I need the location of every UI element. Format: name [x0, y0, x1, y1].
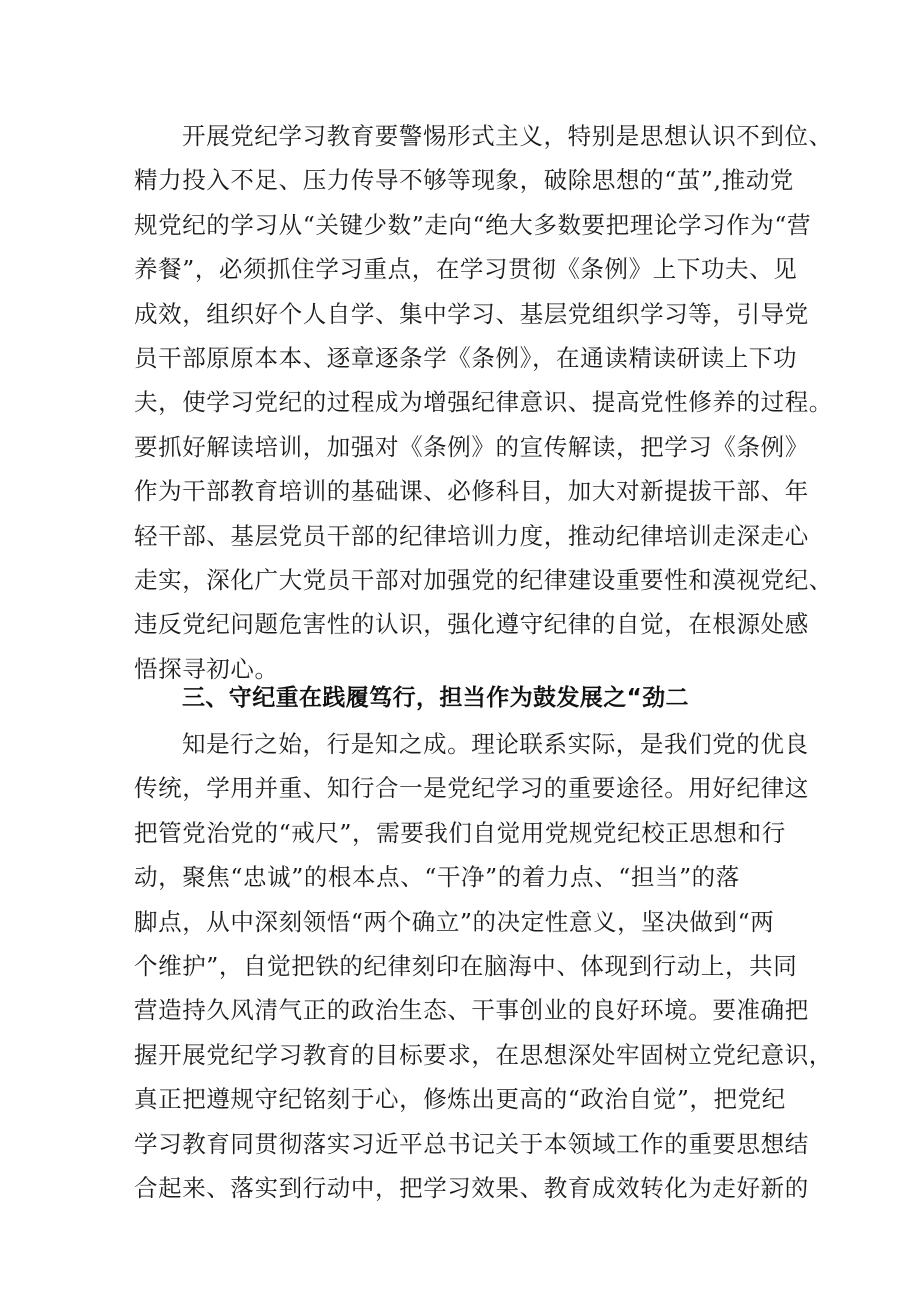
paragraph-1-line: 员干部原原本本、逐章逐条学《条例》，在通读精读研读上下功 [134, 343, 798, 372]
paragraph-2-line: 营造持久风清气正的政治生态、干事创业的良好环境。要准确把 [134, 996, 809, 1025]
paragraph-2-line: 传统，学用并重、知行合一是党纪学习的重要途径。用好纪律这 [134, 774, 809, 803]
paragraph-2-line: 知是行之始，行是知之成。理论联系实际，是我们党的优良 [182, 730, 809, 758]
paragraph-1-line: 成效，组织好个人自学、集中学习、基层党组织学习等，引导党 [134, 299, 809, 328]
paragraph-2-line: 真正把遵规守纪铭刻于心，修炼出更高的“政治自觉”，把党纪 [134, 1085, 786, 1114]
paragraph-2-line: 动，聚焦“忠诚”的根本点、“干净”的着力点、“担当”的落 [134, 863, 740, 892]
paragraph-2-line: 把管党治党的“戒尺”，需要我们自觉用党规党纪校正思想和行 [134, 818, 786, 847]
paragraph-2-line: 个维护”，自觉把铁的纪律刻印在脑海中、体现到行动上，共同 [134, 951, 798, 980]
section-heading: 三、守纪重在践履笃行，担当作为鼓发展之“劲二 [182, 685, 689, 711]
paragraph-2-line: 握开展党纪学习教育的目标要求，在思想深处牢固树立党纪意识， [134, 1040, 833, 1069]
paragraph-1-line: 作为干部教育培训的基础课、必修科目，加大对新提拔干部、年 [134, 477, 809, 506]
paragraph-1-line: 养餐”，必须抓住学习重点，在学习贯彻《条例》上下功夫、见 [134, 255, 798, 284]
paragraph-1-line: 走实，深化广大党员干部对加强党的纪律建设重要性和漠视党纪、 [134, 565, 833, 594]
paragraph-1-line: 开展党纪学习教育要警惕形式主义，特别是思想认识不到位、 [182, 122, 833, 150]
paragraph-1-line: 悟探寻初心。 [134, 654, 279, 683]
paragraph-1-line: 要抓好解读培训，加强对《条例》的宣传解读，把学习《条例》 [134, 432, 809, 461]
paragraph-1-line: 精力投入不足、压力传导不够等现象，破除思想的“茧”,推动党 [134, 166, 794, 195]
paragraph-2-line: 合起来、落实到行动中，把学习效果、教育成效转化为走好新的 [134, 1173, 809, 1202]
paragraph-1-line: 夫，使学习党纪的过程成为增强纪律意识、提高党性修养的过程。 [134, 388, 833, 417]
paragraph-1-line: 轻干部、基层党员干部的纪律培训力度，推动纪律培训走深走心 [134, 521, 809, 550]
paragraph-1 [134, 114, 833, 691]
paragraph-1-line: 违反党纪问题危害性的认识，强化遵守纪律的自觉，在根源处感 [134, 610, 809, 639]
paragraph-2-line: 学习教育同贯彻落实习近平总书记关于本领域工作的重要思想结 [134, 1129, 809, 1158]
paragraph-2 [134, 722, 833, 1210]
paragraph-2-line: 脚点，从中深刻领悟“两个确立”的决定性意义，坚决做到“两 [134, 907, 775, 936]
paragraph-1-line: 规党纪的学习从“关键少数”走向“绝大多数要把理论学习作为“营 [134, 210, 812, 239]
